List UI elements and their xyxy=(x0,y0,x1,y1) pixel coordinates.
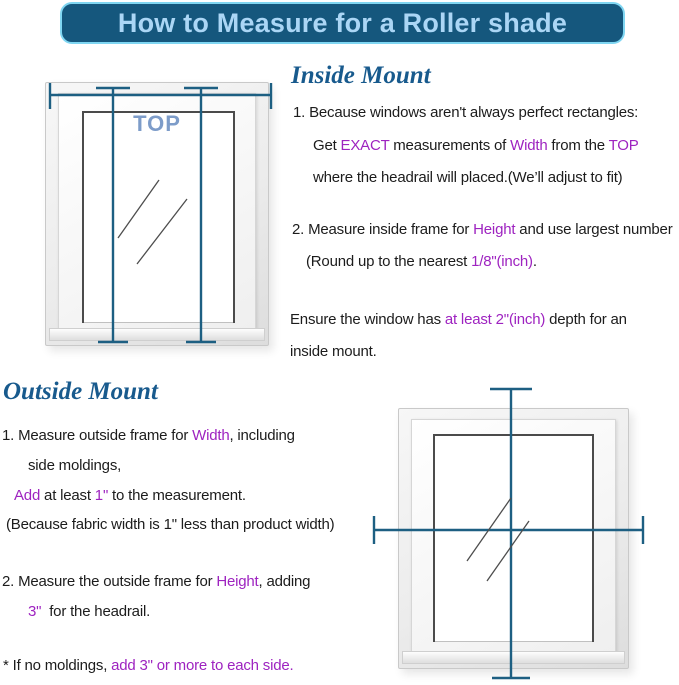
inside-mount-heading: Inside Mount xyxy=(291,62,431,89)
inside-step2-line2: (Round up to the nearest 1/8"(inch). xyxy=(306,253,537,270)
outside-step1-line1: 1. Measure outside frame for Width, including xyxy=(2,427,295,444)
top-label: TOP xyxy=(133,111,181,136)
inside-step1-line1: 1. Because windows aren't always perfect rectangles: xyxy=(293,104,639,121)
outside-step1-line2: side moldings, xyxy=(28,457,122,474)
window-glass xyxy=(433,434,594,642)
page-title: How to Measure for a Roller shade xyxy=(117,7,568,38)
outside-step2-line2: 3" for the headrail. xyxy=(28,603,151,620)
window-sill xyxy=(49,328,265,341)
inside-step1-line3: where the headrail will placed.(We’ll adjust to fit) xyxy=(313,169,623,186)
outside-step2-line1: 2. Measure the outside frame for Height, adding xyxy=(2,573,311,590)
inside-mount-window xyxy=(45,82,269,346)
window-sill xyxy=(402,651,625,664)
inside-depth-note-line2: inside mount. xyxy=(290,343,377,360)
title-banner xyxy=(60,2,625,44)
window-glass xyxy=(82,111,235,323)
outside-moldings-footnote: * If no moldings, add 3" or more to each side. xyxy=(3,657,294,674)
inside-step1-line2: Get EXACT measurements of Width from the TOP xyxy=(313,137,639,154)
inside-depth-note-line1: Ensure the window has at least 2"(inch) depth for an xyxy=(290,311,627,328)
outside-step1-line3: Add at least 1" to the measurement. xyxy=(14,487,246,504)
inside-step2-line1: 2. Measure inside frame for Height and use largest number xyxy=(292,221,673,238)
outside-step1-line4: (Because fabric width is 1" less than product width) xyxy=(6,516,335,533)
outside-mount-window xyxy=(398,408,629,669)
outside-mount-heading: Outside Mount xyxy=(3,378,158,405)
